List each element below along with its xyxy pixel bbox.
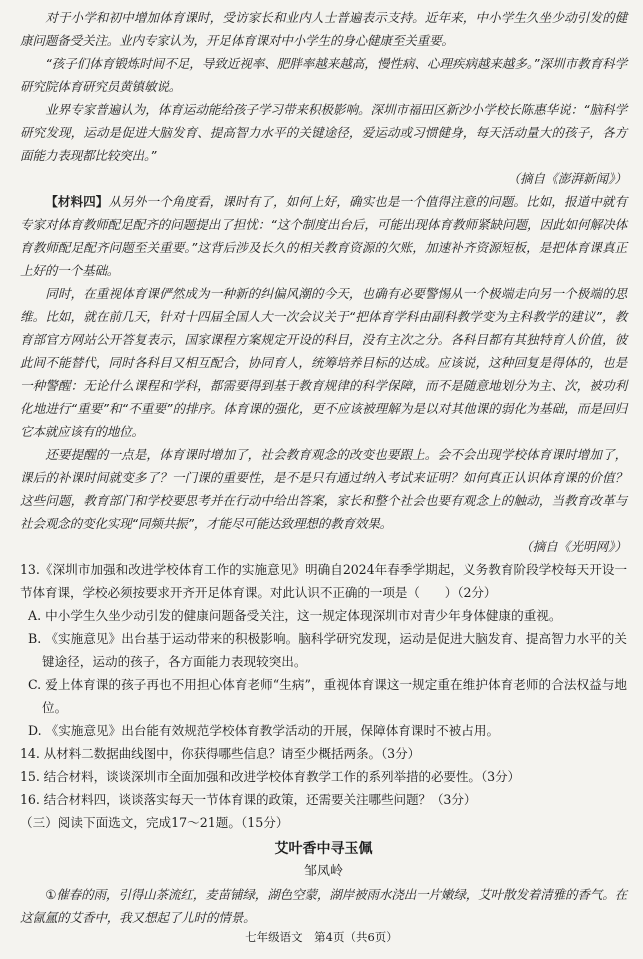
paragraph-6: 还要提醒的一点是，体育课时增加了，社会教育观念的改变也要跟上。会不会出现学校体育课时增加了，课后的补课时间就变多了？一门课的重要性，是不是只有通过纳入考试来证明？如何真正认识体育课的价值？这些问题，教育部门和学校要思考并在行动中给出答案，家长和整个社会也要有观念上的触动，当教育改革与社会观念的变化实现“同频共振”，才能尽可能达致理想的教育效果。 bbox=[20, 447, 627, 531]
material-four-paragraph bbox=[20, 190, 627, 282]
paragraph-5: 同时，在重视体育课俨然成为一种新的纠偏风潮的今天，也确有必要警惕从一个极端走向另一个极端的思维。比如，就在前几天，针对十四届全国人大一次会议关于“把体育学科由副科教学变为主科教学的建议”，教育部官方网站公开答复表示，国家课程方案规定开设的科目，没有主次之分。各科目都有其独特育人价值，彼此间不能替代，同时各科目又相互配合，协同育人，统筹培养目标的达成。应该说，这种回复是得体的，也是一种警醒：无论什么课程和学科，都需要得到基于教育规律的科学保障，而不是随意地划分为主、次，被功利化地进行“重要”和“不重要”的排序。体育课的强化，更不应该被理解为是以对其他课的弱化为基础，而是回归它本就应该有的地位。 bbox=[20, 286, 627, 439]
option-letter: C. bbox=[28, 677, 42, 692]
option-letter: B. bbox=[28, 631, 42, 646]
section-three-heading: （三）阅读下面选文，完成17～21题。（15分） bbox=[20, 815, 289, 830]
essay-title: 艾叶香中寻玉佩 bbox=[274, 841, 373, 857]
paragraph-3: 业界专家普遍认为，体育运动能给孩子学习带来积极影响。深圳市福田区新沙小学校长陈惠华说：“脑科学研究发现，运动是促进大脑发育、提高智力水平的关键途径，爱运动或习惯健身，每天活动量大的孩子，各方面能力表现都比较突出。” bbox=[20, 102, 627, 163]
option-text: 《实施意见》出台基于运动带来的积极影响。脑科学研究发现，运动是促进大脑发育、提高智力水平的关键途径，运动的孩子，各方面能力表现较突出。 bbox=[42, 631, 627, 669]
material-four-label: 【材料四】 bbox=[45, 194, 109, 209]
question-13: 13.《深圳市加强和改进学校体育工作的实施意见》明确自2024年春季学期起，义务教育阶段学校每天开设一节体育课，学校必须按要求开齐开足体育课。对此认识不正确的一项是（ ）（2分） bbox=[20, 562, 627, 600]
source-note-1: （摘自《澎湃新闻》） bbox=[507, 171, 627, 186]
material-four-text: 从另外一个角度看，课时有了，如何上好，确实也是一个值得注意的问题。比如，报道中就有专家对体育教师配足配齐的问题提出了担忧：“这个制度出台后，可能出现体育教师紧缺问题，因此如何解决体育教师配足配齐问题至关重要。”这背后涉及长久的相关教育资源的欠账，加速补齐资源短板，是把体育课真正上好的一个基础。 bbox=[20, 194, 627, 278]
question-15: 15. 结合材料，谈谈深圳市全面加强和改进学校体育教学工作的系列举措的必要性。（3分） bbox=[20, 769, 521, 784]
source-note-2: （摘自《光明网》） bbox=[519, 539, 627, 554]
paragraph-1: 对于小学和初中增加体育课时，受访家长和业内人士普遍表示支持。近年来，中小学生久坐少动引发的健康问题备受关注。业内专家认为，开足体育课对中小学生的身心健康至关重要。 bbox=[20, 10, 627, 48]
page-footer: 七年级语文 第4页（共6页） bbox=[245, 930, 398, 944]
essay-author: 邹凤岭 bbox=[303, 864, 343, 879]
paragraph-2: “孩子们体育锻炼时间不足，导致近视率、肥胖率越来越高，慢性病、心理疾病越来越多。”深圳市教育科学研究院体育研究员黄镇敏说。 bbox=[20, 56, 627, 94]
option-letter: D. bbox=[28, 723, 42, 738]
question-16: 16. 结合材料四，谈谈落实每天一节体育课的政策，还需要关注哪些问题？（3分） bbox=[20, 792, 477, 807]
option-d bbox=[20, 719, 627, 742]
question-14: 14. 从材料二数据曲线图中，你获得哪些信息？请至少概括两条。（3分） bbox=[20, 746, 421, 761]
option-text: 爱上体育课的孩子再也不用担心体育老师“生病”，重视体育课这一规定重在维护体育老师的合法权益与地位。 bbox=[42, 677, 627, 715]
option-b bbox=[20, 627, 627, 673]
option-c bbox=[20, 673, 627, 719]
essay-paragraph-1: ①催春的雨，引得山茶流红，麦苗铺绿，湖色空蒙，湖岸被雨水浇出一片嫩绿，艾叶散发着清雅的香气。在这氤氲的艾香中，我又想起了儿时的情景。 bbox=[20, 887, 627, 925]
option-letter: A. bbox=[28, 608, 42, 623]
option-text: 《实施意见》出台能有效规范学校体育教学活动的开展，保障体育课时不被占用。 bbox=[45, 723, 500, 738]
option-a bbox=[20, 604, 627, 627]
option-text: 中小学生久坐少动引发的健康问题备受关注，这一规定体现深圳市对青少年身体健康的重视。 bbox=[45, 608, 562, 623]
